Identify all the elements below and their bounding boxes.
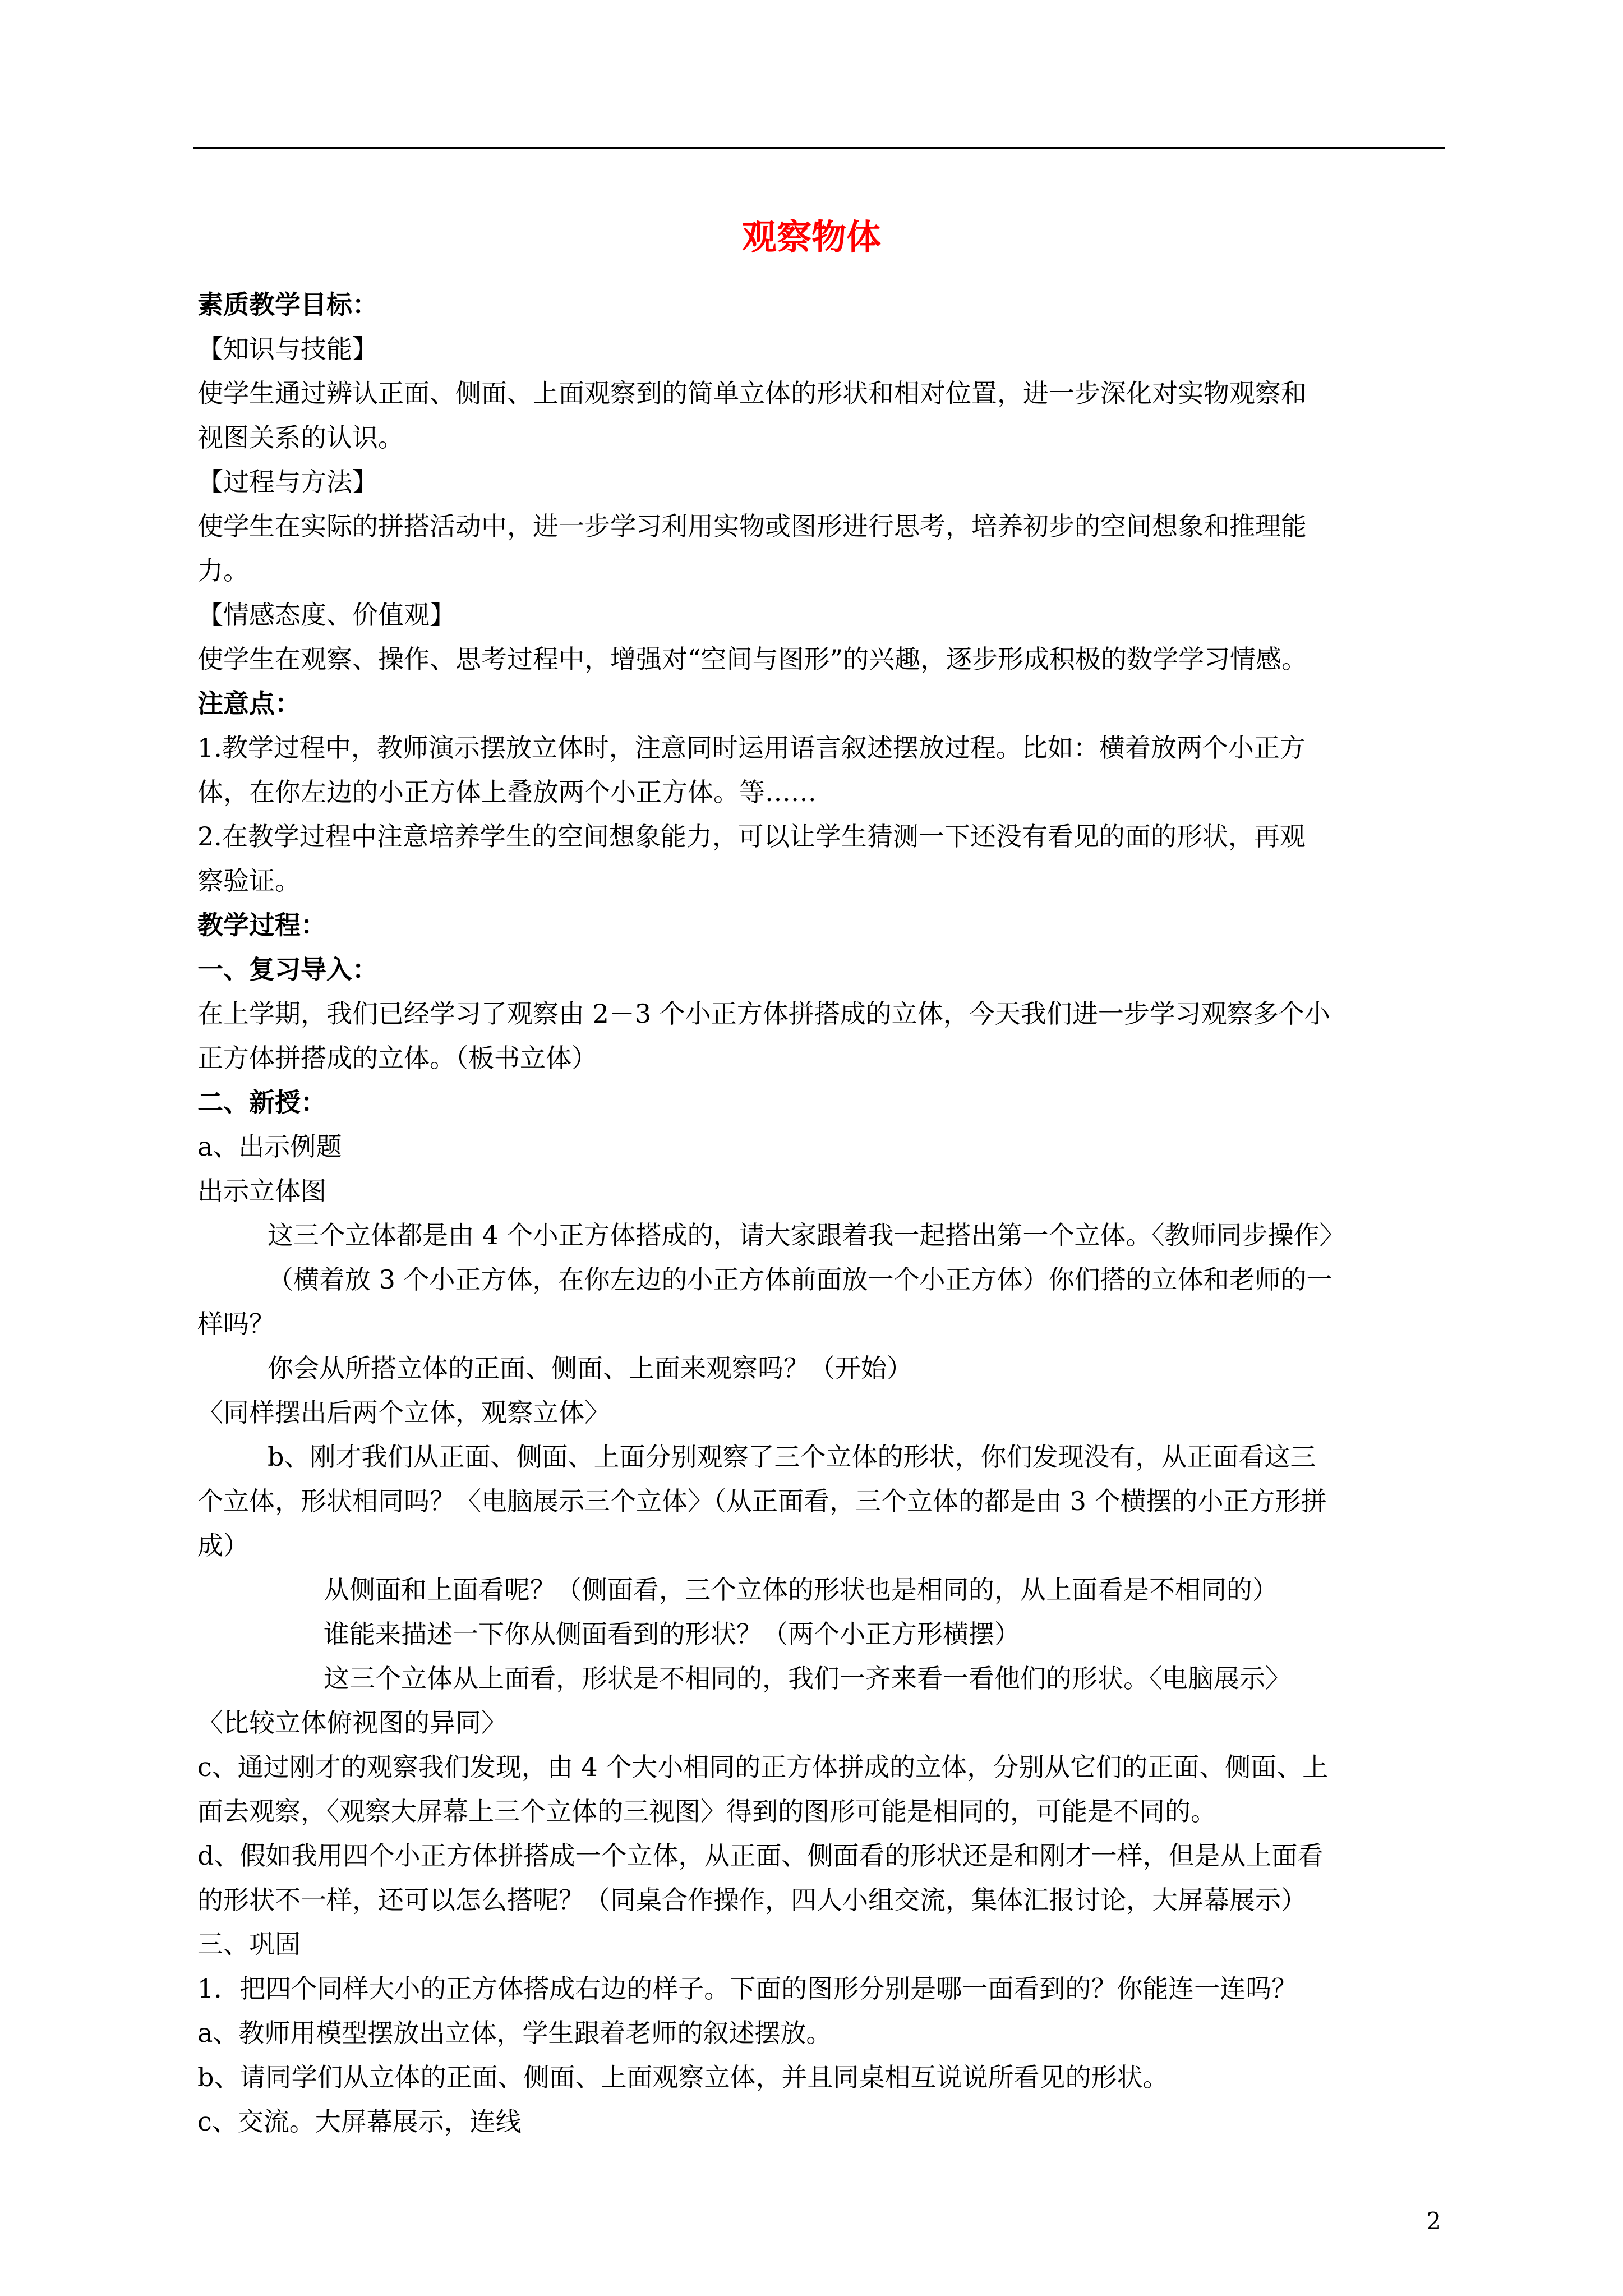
paragraph-line: 出示立体图 xyxy=(197,1176,326,1206)
subheading-process-method: 【过程与方法】 xyxy=(197,467,378,497)
paragraph-line: 的形状不一样，还可以怎么搭呢？（同桌合作操作，四人小组交流，集体汇报讨论，大屏幕展示） xyxy=(197,1885,1307,1915)
paragraph-line: 视图关系的认识。 xyxy=(197,422,404,453)
paragraph-line: 谁能来描述一下你从侧面看到的形状？（两个小正方形横摆） xyxy=(324,1619,1020,1649)
paragraph-line: c、交流。大屏幕展示，连线 xyxy=(197,2106,522,2137)
header-rule xyxy=(193,147,1445,149)
subheading-knowledge-skills: 【知识与技能】 xyxy=(197,334,378,364)
paragraph-line: c、通过刚才的观察我们发现，由 4 个大小相同的正方体拼成的立体，分别从它们的正面、侧面、上 xyxy=(197,1752,1329,1782)
paragraph-line: b、请同学们从立体的正面、侧面、上面观察立体，并且同桌相互说说所看见的形状。 xyxy=(197,2062,1169,2092)
paragraph-line: 从侧面和上面看呢？（侧面看，三个立体的形状也是相同的，从上面看是不相同的） xyxy=(324,1575,1278,1605)
paragraph-line: 2.在教学过程中注意培养学生的空间想象能力，可以让学生猜测一下还没有看见的面的形状，再观 xyxy=(197,821,1306,852)
paragraph-line: 体，在你左边的小正方体上叠放两个小正方体。等…… xyxy=(197,777,817,807)
paragraph-line: 你会从所搭立体的正面、侧面、上面来观察吗？（开始） xyxy=(268,1353,912,1383)
paragraph-line: 〈同样摆出后两个立体，观察立体〉 xyxy=(197,1397,610,1428)
paragraph-line: 使学生在实际的拼搭活动中，进一步学习利用实物或图形进行思考，培养初步的空间想象和推理能 xyxy=(197,511,1307,541)
page-title: 观察物体 xyxy=(741,217,881,257)
paragraph-line: d、假如我用四个小正方体拼搭成一个立体，从正面、侧面看的形状还是和刚才一样，但是从上面看 xyxy=(197,1841,1324,1871)
paragraph-line: 样吗？ xyxy=(197,1309,275,1339)
paragraph-line: 在上学期，我们已经学习了观察由 2－3 个小正方体拼搭成的立体，今天我们进一步学习观察多个小 xyxy=(197,999,1330,1029)
heading-review: 一、复习导入： xyxy=(197,954,378,984)
paragraph-line: 个立体，形状相同吗？〈电脑展示三个立体〉（从正面看，三个立体的都是由 3 个横摆的小正方形拼 xyxy=(197,1486,1327,1516)
paragraph-line: 面去观察，〈观察大屏幕上三个立体的三视图〉得到的图形可能是相同的，可能是不同的。 xyxy=(197,1796,1216,1826)
paragraph-line: 1.教学过程中，教师演示摆放立体时，注意同时运用语言叙述摆放过程。比如：横着放两个小正方 xyxy=(197,733,1306,763)
paragraph-line: 这三个立体都是由 4 个小正方体搭成的，请大家跟着我一起搭出第一个立体。〈教师同步操作〉 xyxy=(268,1220,1345,1250)
paragraph-line: b、刚才我们从正面、侧面、上面分别观察了三个立体的形状，你们发现没有，从正面看这三 xyxy=(268,1442,1316,1472)
paragraph-line: a、出示例题 xyxy=(197,1131,342,1162)
page-number: 2 xyxy=(1426,2207,1441,2235)
heading-objectives: 素质教学目标： xyxy=(197,289,378,320)
paragraph-line: 这三个立体从上面看，形状是不相同的，我们一齐来看一看他们的形状。〈电脑展示〉 xyxy=(324,1663,1291,1694)
document-body xyxy=(197,283,1445,2144)
heading-teaching-process: 教学过程： xyxy=(197,910,326,940)
subheading-attitude-values: 【情感态度、价值观】 xyxy=(197,600,455,630)
paragraph-line: 察验证。 xyxy=(197,866,301,896)
paragraph-line: 成） xyxy=(197,1530,249,1561)
paragraph-line: a、教师用模型摆放出立体，学生跟着老师的叙述摆放。 xyxy=(197,2018,832,2048)
paragraph-line: 使学生通过辨认正面、侧面、上面观察到的简单立体的形状和相对位置，进一步深化对实物观察和 xyxy=(197,378,1307,408)
paragraph-line: 〈比较立体俯视图的异同〉 xyxy=(197,1708,507,1738)
paragraph-line: 使学生在观察、操作、思考过程中，增强对“空间与图形”的兴趣，逐步形成积极的数学学习情感。 xyxy=(197,644,1308,674)
heading-consolidate: 三、巩固 xyxy=(197,1929,301,1959)
heading-notes: 注意点： xyxy=(197,688,301,719)
heading-new-lesson: 二、新授： xyxy=(197,1087,326,1117)
paragraph-line: 力。 xyxy=(197,555,249,586)
paragraph-line: 正方体拼搭成的立体。（板书立体） xyxy=(197,1043,597,1073)
paragraph-line: （横着放 3 个小正方体，在你左边的小正方体前面放一个小正方体）你们搭的立体和老师的一 xyxy=(268,1264,1332,1295)
paragraph-line: 1．把四个同样大小的正方体搭成右边的样子。下面的图形分别是哪一面看到的？你能连一连吗？ xyxy=(197,1973,1298,2004)
